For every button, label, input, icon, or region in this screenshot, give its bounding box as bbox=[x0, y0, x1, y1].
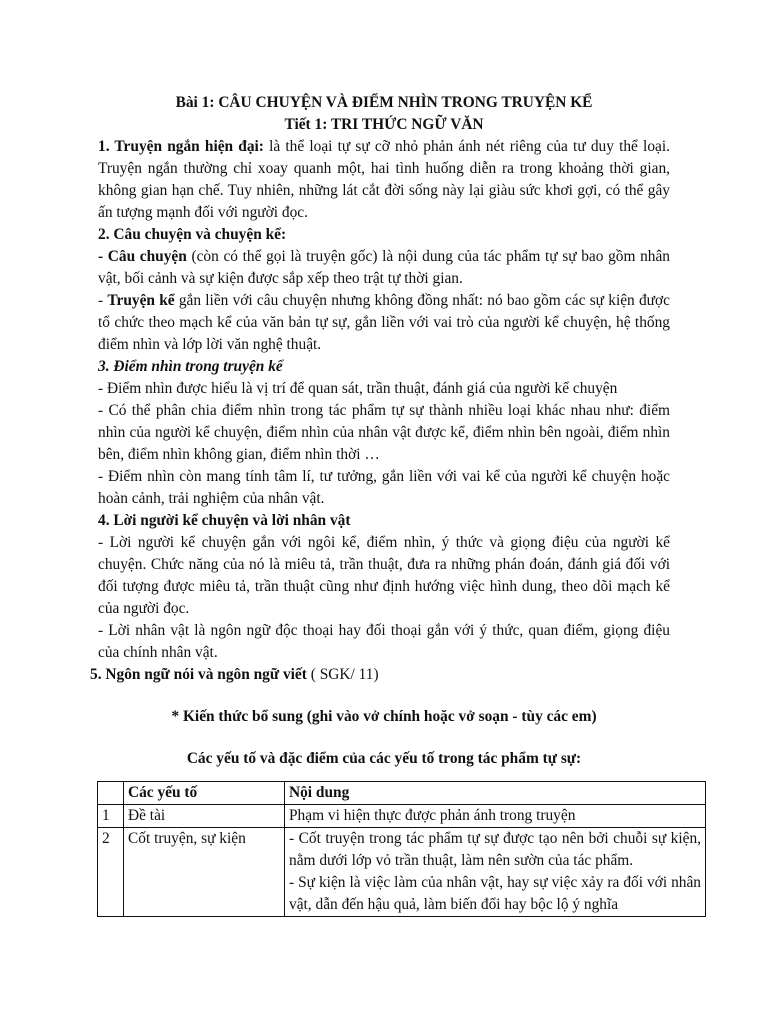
extra-knowledge-note: * Kiến thức bổ sung (ghi vào vở chính hoặc vở soạn - tùy các em) bbox=[171, 708, 597, 725]
table-cell-content: Phạm vi hiện thực được phản ánh trong truyện bbox=[285, 805, 706, 828]
term-truyen-ke: Truyện kể bbox=[107, 292, 175, 309]
table-cell-num: 1 bbox=[98, 805, 124, 828]
table-cell-content bbox=[285, 828, 706, 917]
section-1-heading: 1. Truyện ngắn hiện đại: bbox=[98, 138, 264, 155]
table-header-row bbox=[98, 782, 706, 805]
section-5-heading: 5. Ngôn ngữ nói và ngôn ngữ viết bbox=[90, 666, 307, 683]
section-5 bbox=[90, 664, 670, 686]
table-cell-element: Cốt truyện, sự kiện bbox=[124, 828, 285, 917]
table-cell-num: 2 bbox=[98, 828, 124, 917]
lesson-title: Bài 1: CÂU CHUYỆN VÀ ĐIỂM NHÌN TRONG TRUYỆN KỂ bbox=[175, 94, 593, 111]
table-header-content: Nội dung bbox=[285, 782, 706, 805]
document-body bbox=[90, 92, 670, 770]
section-3-para-3: - Điểm nhìn còn mang tính tâm lí, tư tưởng, gắn liền với vai kể của người kể chuyện hoặc hoàn cảnh, trải nghiệm của nhân vật. bbox=[98, 468, 670, 507]
section-3-para-1: - Điểm nhìn được hiểu là vị trí để quan sát, trần thuật, đánh giá của người kể chuyện bbox=[98, 380, 618, 397]
section-3-para-2: - Có thể phân chia điểm nhìn trong tác phẩm tự sự thành nhiều loại khác nhau như: điểm nhìn của người kể chuyện, điểm nhìn của nhân vật được kể, điểm nhìn bên ngoài, điểm nhìn bên, điểm nhìn không gian, điểm nhìn thời … bbox=[98, 402, 670, 463]
section-5-ref: ( SGK/ 11) bbox=[306, 666, 379, 683]
section-2-heading: 2. Câu chuyện và chuyện kể: bbox=[98, 226, 287, 243]
section-4-para-2: - Lời nhân vật là ngôn ngữ độc thoại hay đối thoại gắn với ý thức, quan điểm, giọng điệu của chính nhân vật. bbox=[98, 622, 670, 661]
elements-table bbox=[97, 781, 706, 917]
table-header-element: Các yếu tố bbox=[124, 782, 285, 805]
section-2-para-2-dash: - bbox=[98, 292, 108, 309]
section-1 bbox=[98, 136, 670, 224]
table-cell-element: Đề tài bbox=[124, 805, 285, 828]
table-cell-content-line: - Sự kiện là việc làm của nhân vật, hay sự việc xảy ra đối với nhân vật, dẫn đến hậu quả, làm biến đổi hay bộc lộ ý nghĩa bbox=[289, 874, 701, 913]
section-1-text: là thể loại tự sự cỡ nhỏ phản ánh nét riêng của tư duy thể loại. Truyện ngắn thường chỉ xoay quanh một, hai tình huống diễn ra trong khoảng thời gian, không gian hạn chế. Tuy nhiên, những lát cắt đời sống này lại giàu sức khơi gợi, có thể gây ấn tượng mạnh đối với người đọc. bbox=[98, 138, 670, 221]
table-row bbox=[98, 828, 706, 917]
section-2-para-1-text: (còn có thể gọi là truyện gốc) là nội dung của tác phẩm tự sự bao gồm nhân vật, bối cảnh và sự kiện được sắp xếp theo trật tự thời gian. bbox=[98, 248, 670, 287]
section-4-heading: 4. Lời người kể chuyện và lời nhân vật bbox=[98, 512, 351, 529]
period-title: Tiết 1: TRI THỨC NGỮ VĂN bbox=[284, 116, 484, 133]
table-row bbox=[98, 805, 706, 828]
section-2-para-2-text: gắn liền với câu chuyện nhưng không đồng nhất: nó bao gồm các sự kiện được tổ chức theo mạch kể của văn bản tự sự, gắn liền với vai trò của người kể chuyện, hệ thống điểm nhìn và lớp lời văn nghệ thuật. bbox=[98, 292, 670, 353]
term-cau-chuyen: - Câu chuyện bbox=[98, 248, 187, 265]
section-3-heading bbox=[98, 356, 670, 378]
table-title: Các yếu tố và đặc điểm của các yếu tố trong tác phẩm tự sự: bbox=[186, 750, 582, 767]
section-2-para-2 bbox=[98, 290, 670, 356]
section-3-heading-text: 3. Điểm nhìn trong truyện kể bbox=[98, 358, 283, 375]
section-2-para-1 bbox=[98, 246, 670, 290]
table-header-num bbox=[98, 782, 124, 805]
section-4-para-1: - Lời người kể chuyện gắn với ngôi kể, điểm nhìn, ý thức và giọng điệu của người kể chuyện. Chức năng của nó là miêu tả, trần thuật, đưa ra những phán đoán, đánh giá đối với đối tượng được miêu tả, trần thuật cũng như định hướng việc hình dung, theo dõi mạch kể của người đọc. bbox=[98, 534, 670, 617]
table-cell-content-line: - Cốt truyện trong tác phẩm tự sự được tạo nên bởi chuỗi sự kiện, nằm dưới lớp vỏ trần thuật, làm nên sườn của tác phẩm. bbox=[289, 830, 701, 869]
